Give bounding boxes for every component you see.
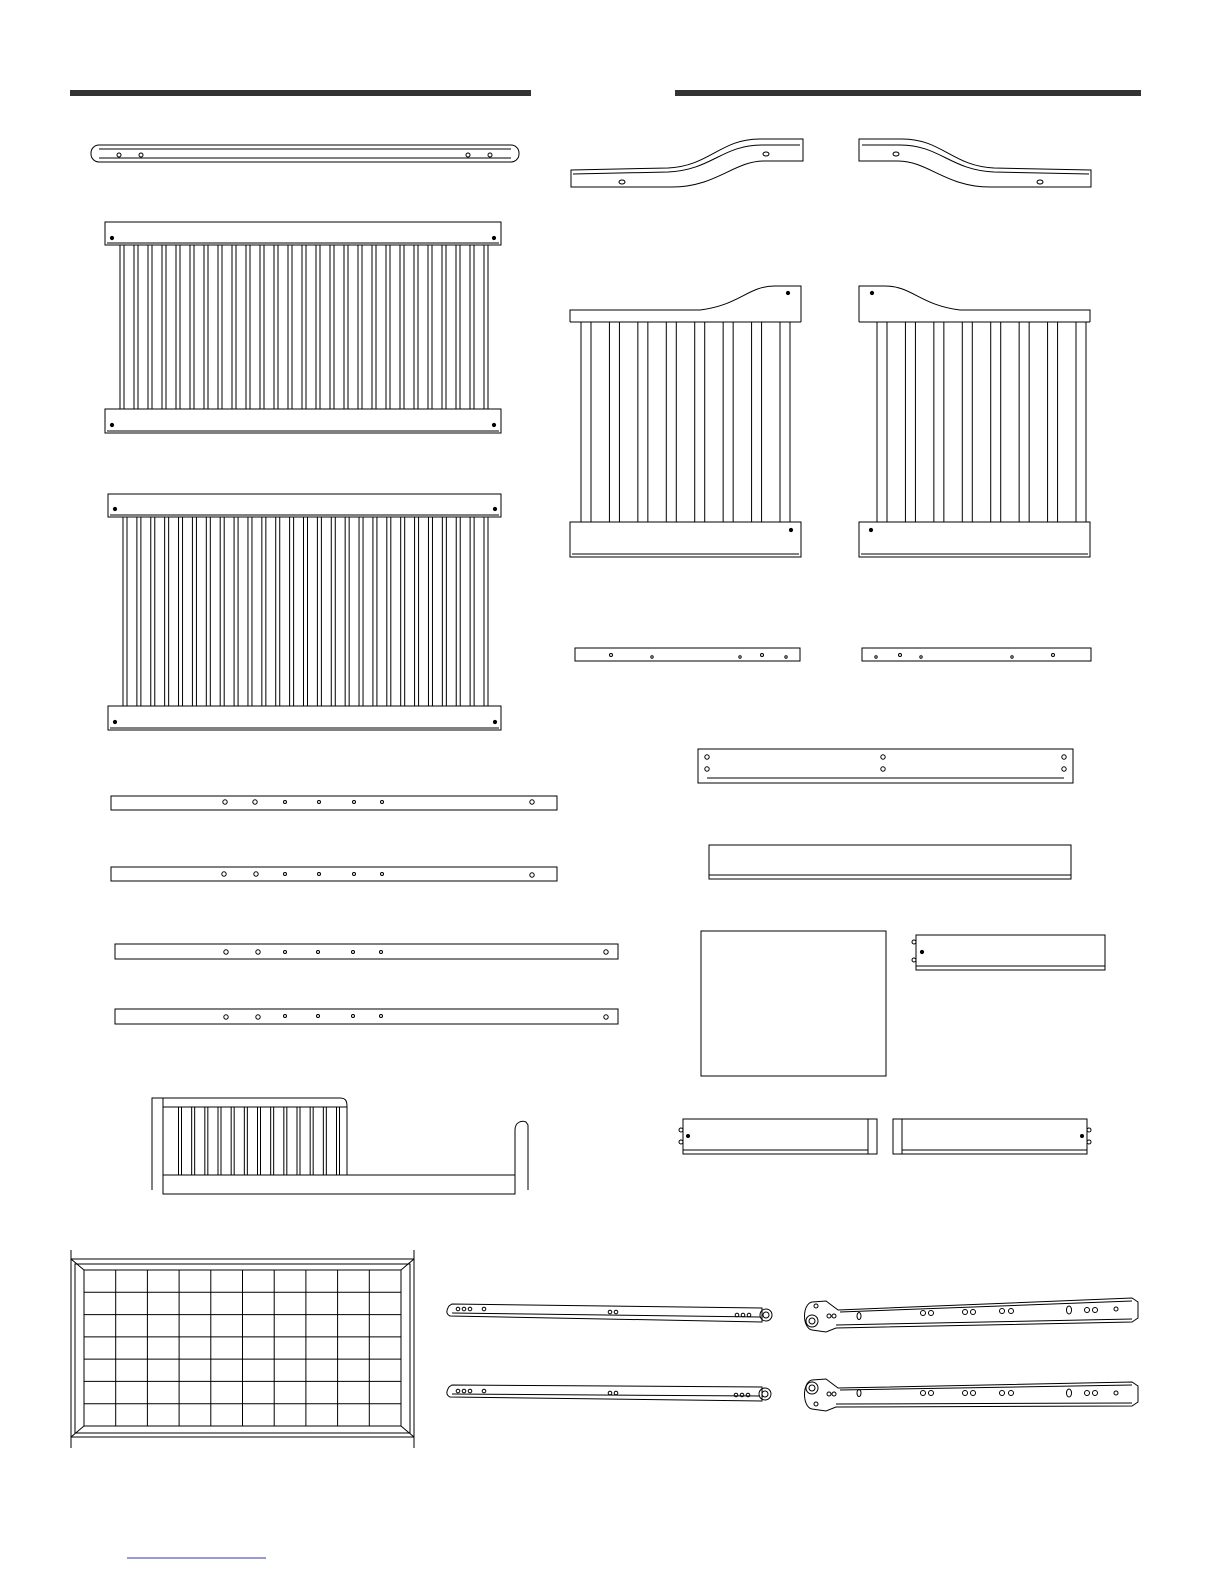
slat	[373, 517, 377, 706]
slat	[317, 517, 321, 706]
slat	[310, 1107, 313, 1175]
stretcher-4	[115, 1009, 618, 1024]
mattress-spring-frame	[71, 1250, 414, 1448]
slat	[666, 322, 676, 522]
short-rail-left	[575, 648, 800, 661]
slat	[120, 245, 124, 409]
curved-rail-left	[571, 139, 803, 187]
slat	[260, 245, 264, 409]
curved-rail-right	[859, 139, 1091, 187]
stretcher-3	[115, 944, 618, 959]
slat	[428, 245, 432, 409]
slat	[206, 517, 210, 706]
slat	[302, 245, 306, 409]
slat	[192, 1107, 195, 1175]
slat	[470, 517, 474, 706]
slat	[123, 517, 127, 706]
slat	[218, 1107, 221, 1175]
slat	[290, 517, 294, 706]
slat	[276, 517, 280, 706]
slat	[271, 1107, 274, 1175]
short-rail-right	[862, 648, 1091, 661]
slat	[151, 517, 155, 706]
slat	[359, 517, 363, 706]
toddler-bed-side	[152, 1098, 528, 1194]
slat	[179, 1107, 182, 1175]
slat	[962, 322, 972, 522]
slat	[330, 245, 334, 409]
slat	[386, 245, 390, 409]
slat	[165, 517, 169, 706]
slat	[387, 517, 391, 706]
slat	[220, 517, 224, 706]
drawer-slide-outer-1	[805, 1298, 1139, 1332]
slat	[1048, 322, 1058, 522]
slat	[304, 517, 308, 706]
side-rail-panel-2	[108, 494, 501, 730]
slat	[752, 322, 762, 522]
slat	[638, 322, 648, 522]
slat	[344, 245, 348, 409]
slat	[581, 322, 591, 522]
slat	[192, 517, 196, 706]
slat	[134, 245, 138, 409]
slat	[162, 245, 166, 409]
slat	[484, 517, 488, 706]
slat	[258, 1107, 261, 1175]
slat	[401, 517, 405, 706]
slat	[442, 245, 446, 409]
slat	[179, 517, 183, 706]
slat	[442, 517, 446, 706]
slat	[297, 1107, 300, 1175]
slat	[484, 245, 488, 409]
slat	[190, 245, 194, 409]
drawer-front-right	[893, 1119, 1091, 1154]
drawer-front-left	[679, 1119, 877, 1154]
slat	[414, 245, 418, 409]
slat	[456, 245, 460, 409]
slat	[1076, 322, 1086, 522]
slat	[456, 517, 460, 706]
slat	[934, 322, 944, 522]
drawer-slide-inner-2	[447, 1385, 771, 1401]
slat	[905, 322, 915, 522]
slat	[244, 1107, 247, 1175]
slat	[400, 245, 404, 409]
slat	[262, 517, 266, 706]
end-panel-left	[570, 286, 801, 557]
header-bar-right	[675, 90, 1141, 96]
slat	[176, 245, 180, 409]
top-rail-long	[91, 145, 519, 162]
slat	[232, 245, 236, 409]
slat	[316, 245, 320, 409]
slat	[345, 517, 349, 706]
slat	[695, 322, 705, 522]
slat	[234, 517, 238, 706]
slat	[274, 245, 278, 409]
slat	[723, 322, 733, 522]
drawer-slide-outer-2	[805, 1379, 1139, 1411]
slat	[288, 245, 292, 409]
square-panel	[701, 931, 886, 1076]
header-bar-left	[70, 90, 531, 96]
slat	[470, 245, 474, 409]
slat	[877, 322, 887, 522]
slat	[358, 245, 362, 409]
slat	[415, 517, 419, 706]
slat	[137, 517, 141, 706]
side-rail-panel-1	[105, 222, 501, 433]
slat	[609, 322, 619, 522]
slat	[248, 517, 252, 706]
slat	[331, 517, 335, 706]
slat	[372, 245, 376, 409]
slat	[246, 245, 250, 409]
slat	[780, 322, 790, 522]
end-panel-right	[859, 286, 1090, 557]
slat	[337, 1107, 340, 1175]
slat	[284, 1107, 287, 1175]
slat	[148, 245, 152, 409]
slat	[231, 1107, 234, 1175]
slat	[1019, 322, 1029, 522]
slat	[991, 322, 1001, 522]
stretcher-1	[111, 796, 557, 810]
wide-board-2	[709, 845, 1071, 879]
slat	[218, 245, 222, 409]
wide-board-1	[698, 749, 1073, 783]
stretcher-2	[111, 867, 557, 881]
slat	[428, 517, 432, 706]
slat	[204, 245, 208, 409]
drawer-side	[912, 935, 1105, 970]
slat	[205, 1107, 208, 1175]
drawer-slide-inner-1	[447, 1304, 772, 1584]
slat	[323, 1107, 326, 1175]
